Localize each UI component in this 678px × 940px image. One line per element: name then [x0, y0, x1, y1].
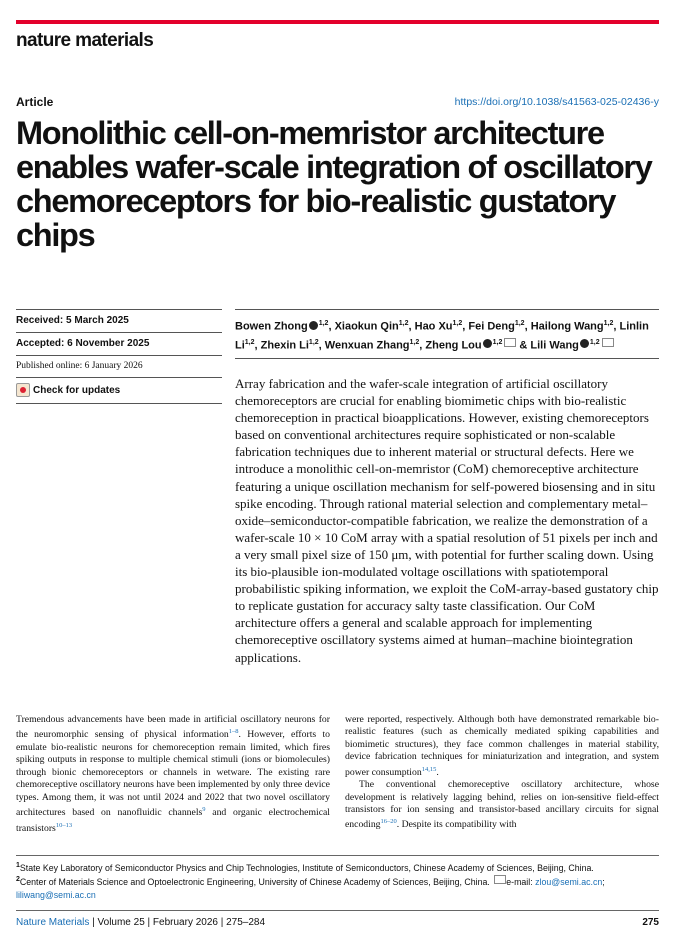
affiliation-1: $^1$State Key Laboratory of Semiconductor Physics and Chip Technologies, Institute of Semiconductors, Chinese Academy of Sciences, Beijing, China. [16, 862, 594, 873]
author-affiliation: 1,2 [492, 338, 503, 346]
author-affiliation: 1,2 [244, 338, 255, 346]
author-separator: , [318, 339, 325, 352]
accepted-date: Accepted: 6 November 2025 [16, 332, 222, 355]
body-text: . Despite its compatibility with [396, 819, 517, 831]
check-updates-row [16, 377, 222, 404]
email-link-1[interactable]: zlou@semi.ac.cn [535, 877, 603, 888]
received-date: Received: 5 March 2025 [16, 309, 222, 332]
author-affiliation: 1,2 [603, 320, 614, 327]
author-name[interactable]: Linlin Li [235, 320, 649, 352]
article-dates [16, 309, 222, 404]
body-text: were reported, respectively. Although both have demonstrated remarkable bio-realistic features (such as chemically mediated spiking capabilities and biomimetic structures), they face common challenges in material stability, device fabrication techniques for miniaturization and integration, and system power consumption [345, 714, 659, 778]
published-date: Published online: 6 January 2026 [16, 355, 222, 377]
check-updates-label: Check for updates [33, 384, 121, 396]
citation-ref[interactable]: 16–20 [380, 818, 397, 826]
author-affiliation: 1,2 [318, 320, 329, 327]
author-separator: , [462, 320, 469, 333]
page-number: 275 [642, 917, 659, 928]
crossmark-icon [16, 383, 30, 397]
author-name[interactable]: Hao Xu [414, 320, 453, 333]
email-icon[interactable] [602, 338, 614, 347]
body-paragraph [345, 714, 659, 779]
citation-ref[interactable]: 1–8 [228, 728, 239, 736]
author-affiliation: 1,2 [514, 320, 525, 327]
author-separator: , [524, 320, 531, 333]
email-link-2[interactable]: liliwang@semi.ac.cn [16, 889, 96, 900]
footer-divider [16, 910, 659, 911]
body-text: and organic electrochemical transistors [16, 807, 330, 834]
doi-link[interactable]: https://doi.org/10.1038/s41563-025-02436-y [454, 96, 659, 108]
author-name[interactable]: Wenxuan Zhang [324, 339, 410, 352]
author-name[interactable]: Zheng Lou [425, 339, 482, 352]
body-column-2 [345, 714, 659, 832]
email-icon [494, 875, 506, 884]
author-name[interactable]: Fei Deng [468, 320, 515, 333]
author-name[interactable]: Hailong Wang [530, 320, 604, 333]
email-label: e-mail: [506, 877, 533, 888]
author-affiliation: 1,2 [308, 338, 319, 346]
author-name[interactable]: Lili Wang [530, 339, 579, 352]
affiliations [16, 860, 659, 901]
orcid-icon[interactable] [483, 339, 492, 348]
footer-citation [16, 917, 265, 928]
orcid-icon[interactable] [580, 339, 589, 348]
body-text: The conventional chemoreceptive oscillatory architecture, whose development is relatively lagging behind, relies on ion-sensitive field-effect transistors for ion sensing and transistor-based ancillary circuits for signal encoding [345, 779, 659, 831]
author-affiliation: 1,2 [398, 320, 409, 327]
author-separator: , [408, 320, 415, 333]
journal-name: nature materials [16, 30, 154, 51]
author-name[interactable]: Bowen Zhong [235, 320, 308, 333]
author-separator: , [328, 320, 335, 333]
author-separator: , [254, 339, 261, 352]
affiliation-2: $^2$Center of Materials Science and Optoelectronic Engineering, University of Chinese Academy of Sciences, Beijing, China. e-mail: zlou@semi.ac.cn; [16, 876, 605, 888]
author-name[interactable]: Zhexin Li [260, 339, 309, 352]
author-name[interactable]: Xiaokun Qin [334, 320, 399, 333]
orcid-icon[interactable] [309, 321, 318, 330]
footer-issue: | Volume 25 | February 2026 | 275–284 [89, 917, 266, 928]
author-separator: , [613, 320, 620, 333]
footer-journal-link[interactable]: Nature Materials [16, 917, 90, 928]
body-text: Tremendous advancements have been made in artificial oscillatory neurons for the neuromorphic sensing of physical information [16, 714, 330, 741]
body-paragraph [345, 779, 659, 832]
author-affiliation: 1,2 [589, 338, 600, 346]
article-title: Monolithic cell-on-memristor architecture enables wafer-scale integration of oscillatory chemoreceptors for bio-realistic gustatory chips [16, 115, 652, 253]
citation-ref[interactable]: 9 [202, 806, 206, 814]
email-icon[interactable] [504, 338, 516, 347]
body-column-1 [16, 714, 330, 835]
body-text: . However, efforts to emulate bio-realistic neurons for chemoreception remain limited, which fires spiking outputs in response to multiple chemical stimuli (ions or biomolecules) through bionic chemoreceptors or channels in wetware. The existing rare chemoreceptive oscillatory neurons have been implemented by only three device types. Among them, it was not until 2024 and 2022 that two novel oscillatory architectures based on nanofluidic channels [16, 729, 330, 819]
author-list [235, 309, 659, 359]
check-updates-button[interactable] [16, 383, 222, 397]
affiliation-divider [16, 855, 659, 856]
body-text: . [436, 766, 439, 778]
header-accent-bar [16, 20, 659, 24]
article-type: Article [16, 95, 54, 109]
author-affiliation: 1,2 [409, 338, 420, 346]
citation-ref[interactable]: 10–13 [55, 821, 73, 829]
author-affiliation: 1,2 [452, 320, 463, 327]
citation-ref[interactable]: 14,15 [421, 765, 437, 773]
abstract: Array fabrication and the wafer-scale integration of artificial oscillatory chemoreceptors are crucial for enabling biomimetic chips with bio-realistic chemoreception in practical bioapplications. However, existing chemoreceptors based on conventional architectures require sophisticated or non-scalable fabrication techniques due to inherent material or structural defects. Here we introduce a monolithic cell-on-memristor (CoM) chemoreceptive architecture featuring a unique oscillation mechanism for self-powered biosensing and in situ spike encoding. Through rational material selection and complementary metal–oxide–semiconductor-compatible fabrication, we realize the demonstration of a wafer-scale 10 × 10 CoM array with a spatial resolution of 51 pixels per inch and a very small pixel size of 150 μm, with potential for further scaling down. Using its bio-plausible ion-modulated voltage oscillations with spatiotemporal probabilistic spiking information, we exploit the CoM-array-based gustatory chip to replicate gustation for accuracy salty taste classification. Our CoM architecture offers a general and scalable approach for implementing chemoreceptive oscillatory systems aimed at human–machine biointegration applications. [235, 376, 659, 665]
author-separator: , [419, 339, 426, 352]
author-separator: & [516, 339, 531, 352]
